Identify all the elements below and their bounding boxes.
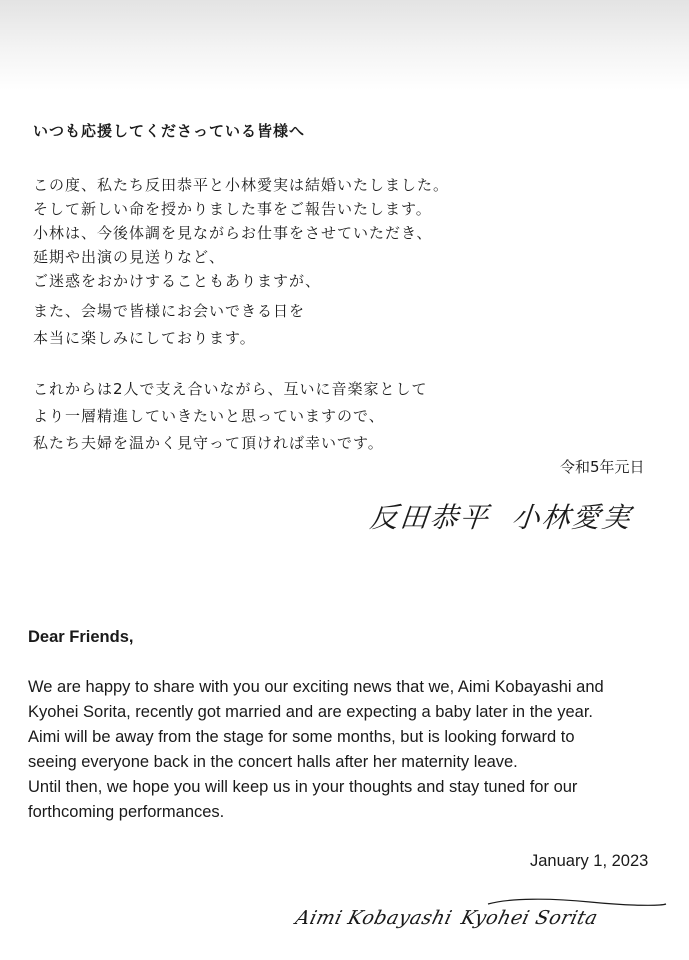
en-paragraph-line: Kyohei Sorita, recently got married and are expecting a baby later in the year.	[28, 703, 593, 721]
signature-flourish	[470, 896, 670, 936]
jp-paragraph-line: また、会場で皆様にお会いできる日を	[33, 302, 306, 320]
jp-paragraph-line: 延期や出演の見送りなど、	[33, 248, 226, 266]
jp-paragraph-line: 小林は、今後体調を見ながらお仕事をさせていただき、	[33, 224, 433, 242]
jp-handwritten-signature	[368, 496, 634, 536]
signature-kyohei-sorita: Kyohei Sorita	[458, 907, 601, 929]
en-paragraph-line: We are happy to share with you our exciting news that we, Aimi Kobayashi and	[28, 678, 604, 696]
signature-sorita-jp: 反田恭平	[368, 501, 492, 534]
jp-paragraph-line: そして新しい命を授かりました事をご報告いたします。	[33, 200, 432, 218]
jp-date: 令和5年元日	[560, 458, 645, 476]
jp-paragraph-line: より一層精進していきたいと思っていますので、	[33, 407, 385, 425]
top-shadow	[0, 0, 689, 90]
en-date: January 1, 2023	[530, 852, 649, 870]
signature-aimi-kobayashi: Aimi Kobayashi	[293, 907, 455, 929]
jp-paragraph-line: 私たち夫婦を温かく見守って頂ければ幸いです。	[33, 434, 384, 452]
jp-paragraph-line: これからは2人で支え合いながら、互いに音楽家として	[33, 380, 428, 398]
en-paragraph-line: Until then, we hope you will keep us in your thoughts and stay tuned for our	[28, 778, 578, 796]
jp-paragraph-line: ご迷惑をおかけすることもありますが、	[33, 272, 322, 290]
signature-kobayashi-jp: 小林愛実	[510, 501, 634, 534]
jp-paragraph-line: 本当に楽しみにしております。	[33, 329, 256, 347]
en-paragraph-line: seeing everyone back in the concert halls after her maternity leave.	[28, 753, 518, 771]
en-paragraph-line: forthcoming performances.	[28, 803, 225, 821]
en-paragraph-line: Aimi will be away from the stage for some months, but is looking forward to	[28, 728, 575, 746]
jp-paragraph-line: この度、私たち反田恭平と小林愛実は結婚いたしました。	[33, 176, 450, 194]
jp-greeting-heading: いつも応援してくださっている皆様へ	[33, 122, 306, 140]
en-greeting-heading: Dear Friends,	[28, 628, 134, 646]
